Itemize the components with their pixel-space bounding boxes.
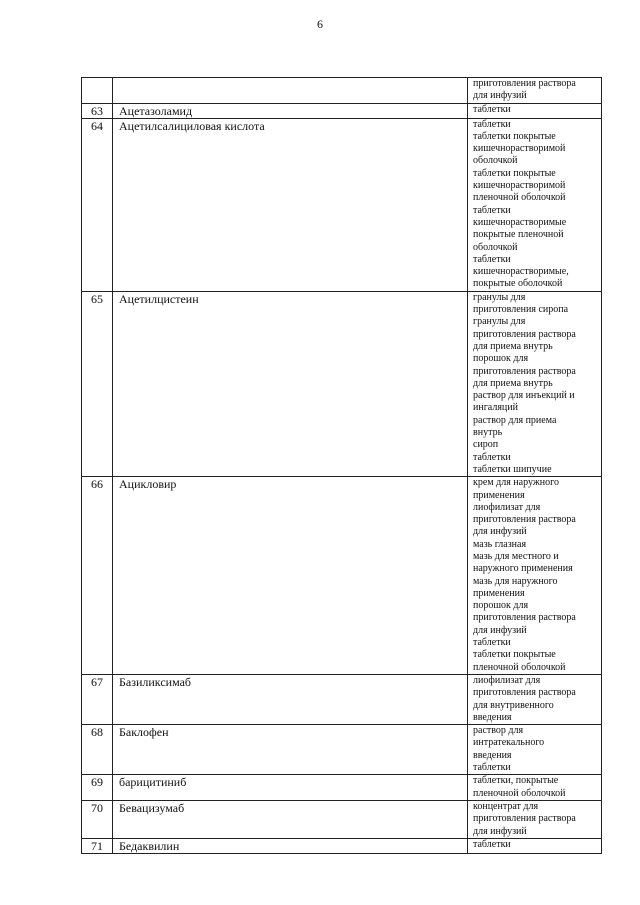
- dosage-form-line: раствор для инъекций и: [473, 390, 575, 402]
- dosage-form-line: приготовления раствора: [473, 687, 576, 699]
- drug-name-cell: Ацикловир: [113, 477, 468, 675]
- dosage-form-line: таблетки шипучие: [473, 463, 552, 475]
- dosage-form-line: таблетки: [473, 118, 511, 130]
- dosage-form-cell: [468, 674, 602, 724]
- dosage-form-line: применения: [473, 587, 525, 599]
- dosage-form-line: приготовления сиропа: [473, 304, 569, 316]
- row-number-cell: 69: [82, 775, 113, 801]
- drug-name-cell: Ацетазоламид: [113, 103, 468, 118]
- dosage-form-line: лиофилизат для: [473, 501, 541, 513]
- dosage-form-line: интратекального: [473, 737, 545, 749]
- dosage-form-line: мазь глазная: [473, 538, 527, 550]
- row-number-cell: 66: [82, 477, 113, 675]
- row-number-cell: 68: [82, 725, 113, 775]
- drug-name-cell: Бедаквилин: [113, 838, 468, 853]
- dosage-form-line: для внутривенного: [473, 699, 554, 711]
- dosage-form-line: таблетки: [473, 762, 511, 774]
- table-row-continuation: [82, 78, 602, 104]
- dosage-form-line: таблетки: [473, 637, 511, 649]
- dosage-form-line: порошок для: [473, 600, 529, 612]
- drug-name-cell: барицитиниб: [113, 775, 468, 801]
- dosage-form-line: пленочной оболочкой: [473, 661, 566, 673]
- dosage-form-line: пленочной оболочкой: [473, 787, 566, 799]
- table-row: [82, 118, 602, 291]
- dosage-form-line: приготовления раствора: [473, 813, 576, 825]
- drug-name-cell: Ацетилцистеин: [113, 291, 468, 476]
- dosage-form-line: порошок для: [473, 353, 529, 365]
- dosage-form-cell: [468, 103, 602, 118]
- dosage-form-line: для инфузий: [473, 624, 527, 636]
- dosage-form-line: для инфузий: [473, 526, 527, 538]
- table-row: [82, 674, 602, 724]
- drug-name-cell: Бевацизумаб: [113, 800, 468, 838]
- dosage-form-line: покрытые оболочкой: [473, 278, 563, 290]
- row-number-cell: 71: [82, 838, 113, 853]
- dosage-form-line: таблетки: [473, 253, 511, 265]
- dosage-form-line: приготовления раствора: [473, 328, 576, 340]
- dosage-form-line: оболочкой: [473, 155, 518, 167]
- dosage-form-line: гранулы для: [473, 291, 526, 303]
- dosage-form-line: раствор для приема: [473, 414, 557, 426]
- dosage-form-line: для инфузий: [473, 90, 527, 102]
- dosage-form-line: таблетки, покрытые: [473, 775, 559, 787]
- dosage-form-line: наружного применения: [473, 563, 573, 575]
- dosage-form-line: введения: [473, 749, 512, 761]
- dosage-form-cell: [468, 291, 602, 476]
- dosage-form-line: сироп: [473, 439, 499, 451]
- dosage-form-line: приготовления раствора: [473, 78, 576, 89]
- dosage-form-line: приготовления раствора: [473, 365, 576, 377]
- drug-name-cell: [113, 78, 468, 104]
- dosage-form-line: мазь для наружного: [473, 575, 558, 587]
- dosage-form-line: таблетки покрытые: [473, 167, 556, 179]
- dosage-form-line: гранулы для: [473, 316, 526, 328]
- dosage-form-line: таблетки покрытые: [473, 130, 556, 142]
- table-row: [82, 103, 602, 118]
- table-row: [82, 291, 602, 476]
- drug-name-cell: Базиликсимаб: [113, 674, 468, 724]
- dosage-form-line: раствор для: [473, 725, 524, 737]
- dosage-form-line: таблетки: [473, 103, 511, 115]
- dosage-form-line: таблетки: [473, 451, 511, 463]
- dosage-form-cell: [468, 800, 602, 838]
- dosage-form-line: крем для наружного: [473, 477, 559, 489]
- dosage-form-line: таблетки: [473, 838, 511, 850]
- dosage-form-line: таблетки покрытые: [473, 649, 556, 661]
- row-number-cell: 64: [82, 118, 113, 291]
- row-number-cell: 70: [82, 800, 113, 838]
- table-body: [82, 78, 602, 854]
- table-row: [82, 775, 602, 801]
- drug-name-cell: Ацетилсалициловая кислота: [113, 118, 468, 291]
- row-number-cell: [82, 78, 113, 104]
- dosage-form-cell: [468, 725, 602, 775]
- dosage-form-line: для инфузий: [473, 825, 527, 837]
- dosage-form-line: кишечнорастворимые: [473, 216, 567, 228]
- drug-name-cell: Баклофен: [113, 725, 468, 775]
- dosage-form-line: кишечнорастворимой: [473, 180, 566, 192]
- dosage-form-line: концентрат для: [473, 800, 539, 812]
- row-number-cell: 67: [82, 674, 113, 724]
- dosage-form-line: покрытые пленочной: [473, 229, 564, 241]
- page-number: 6: [317, 17, 323, 31]
- table-row: [82, 477, 602, 675]
- dosage-form-line: кишечнорастворимой: [473, 143, 566, 155]
- dosage-form-cell: [468, 775, 602, 801]
- dosage-form-line: кишечнорастворимые,: [473, 266, 569, 278]
- dosage-form-line: приготовления раствора: [473, 612, 576, 624]
- dosage-form-line: пленочной оболочкой: [473, 192, 566, 204]
- drug-table: [81, 77, 602, 854]
- dosage-form-line: приготовления раствора: [473, 514, 576, 526]
- dosage-form-line: лиофилизат для: [473, 674, 541, 686]
- dosage-form-line: введения: [473, 711, 512, 723]
- dosage-form-line: для приема внутрь: [473, 377, 553, 389]
- row-number-cell: 65: [82, 291, 113, 476]
- dosage-form-cell: [468, 78, 602, 104]
- table-row: [82, 800, 602, 838]
- dosage-form-line: внутрь: [473, 427, 503, 439]
- dosage-form-line: оболочкой: [473, 241, 518, 253]
- dosage-form-cell: [468, 477, 602, 675]
- table-row: [82, 838, 602, 853]
- dosage-form-line: применения: [473, 489, 525, 501]
- dosage-form-cell: [468, 118, 602, 291]
- table-row: [82, 725, 602, 775]
- dosage-form-cell: [468, 838, 602, 853]
- dosage-form-line: мазь для местного и: [473, 550, 559, 562]
- row-number-cell: 63: [82, 103, 113, 118]
- dosage-form-line: таблетки: [473, 204, 511, 216]
- dosage-form-line: для приема внутрь: [473, 340, 553, 352]
- dosage-form-line: ингаляций: [473, 402, 518, 414]
